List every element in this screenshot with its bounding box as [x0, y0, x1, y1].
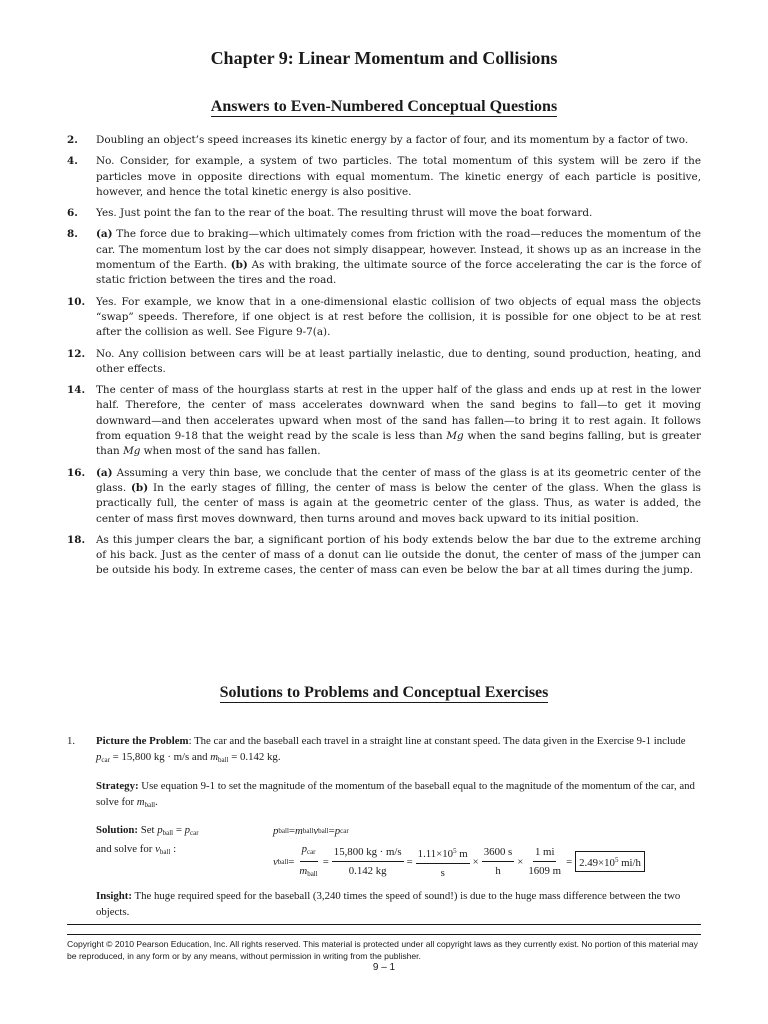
question-item: 4. No. Consider, for example, a system of two particles. The total momentum of this system will be zero if the particles move in opposite directions with equal momentum. The kinetic energy of each particle is positive, however, and hence the total kinetic energy is also positive.: [67, 155, 701, 198]
velocity-equation: v ball = $\frac{p_{car}}{m_{ball}}$ = $\frac{15,800 kg \cdot m/s}{0.142 kg}$ = $\frac{1.11\times 10^5 m}{s}$ × $\frac{3600 s}{h}$ × $\frac{1 mi}{1609 m}$ = $2.49\times 10^5$ mi/h: [273, 841, 645, 882]
fraction-p-over-m: $\frac{p_{car}}{m_{ball}}$: [299, 843, 318, 878]
fraction-mile-per-meter: $\frac{1 mi}{1609 m}$: [528, 846, 562, 877]
question-item: 12. No. Any collision between cars will be at least partially inelastic, due to denting, sound production, heating, and other effects.: [67, 347, 701, 375]
answers-heading: Answers to Even-Numbered Conceptual Questions: [210, 98, 558, 115]
chapter-title: Chapter 9: Linear Momentum and Collisions: [210, 48, 558, 68]
fraction-seconds-per-hour: $\frac{3600 s}{h}$: [483, 846, 513, 877]
insight: Insight: The huge required speed for the baseball (3,240 times the speed of sound!) is due to the huge mass difference between the two objects.: [96, 890, 681, 918]
question-item: 18. As this jumper clears the bar, a significant portion of his body extends below the bar due to the extreme arching of his back. Just as the center of mass of a donut can lie outside the donut, the center of mass of the jumper can be outside his body. In extreme cases, the center of mass can even be below the bar at all times during the jump.: [67, 533, 701, 577]
question-item: 2. Doubling an object’s speed increases its kinetic energy by a factor of four, and its momentum by a factor of two.: [67, 134, 689, 146]
footer-rule: [67, 934, 701, 935]
footer-rule-top: [67, 924, 701, 925]
question-item: 14. The center of mass of the hourglass starts at rest in the upper half of the glass and ends up at rest in the lower half. Therefore, the center of mass accelerates downward when the sand begins to fall—to get it moving downward—and then accelerates upward when most of the sand has fallen—to bring it to rest again. It follows from equation 9-18 that the weight read by the scale is less than Mg when the sand begins falling, but is greater than Mg when most of the sand has fallen.: [67, 384, 702, 458]
fraction-speed: $\frac{1.11\times 10^5 m}{s}$: [416, 843, 470, 881]
solutions-heading: Solutions to Problems and Conceptual Exercises: [219, 684, 549, 701]
question-item: 8. (a) The force due to braking—which ultimately comes from friction with the road—reduces the momentum of the car. The momentum lost by the car does not simply disappear, however. Instead, it shows up as an increase in the momentum of the Earth. (b) As with braking, the ultimate source of the force accelerating the car is the force of static friction between the tires and the road.: [67, 228, 701, 287]
picture-the-problem: Picture the Problem: The car and the baseball each travel in a straight line at constant speed. The data given in the Exercise 9-1 include $p_{car} = 15,800$ kg · m/s and $m_{ball} = 0.142$ kg.: [96, 735, 686, 764]
final-answer-box: $2.49\times 10^5$ mi/h: [575, 851, 645, 872]
momentum-equation: p ball = m ball v ball = p car: [273, 825, 349, 837]
solution-label-text: Solution: Set $p_{ball} = p_{car}$ and solve for $v_{ball}$ :: [96, 824, 199, 856]
question-item: 6. Yes. Just point the fan to the rear of the boat. The resulting thrust will move the boat forward.: [67, 207, 593, 220]
fraction-values: $\frac{15,800 kg \cdot m/s}{0.142 kg}$: [333, 846, 402, 877]
problem-number: 1.: [67, 735, 76, 747]
strategy: Strategy: Use equation 9-1 to set the magnitude of the momentum of the baseball equal to the magnitude of the momentum of the car, and solve for $m_{ball}$.: [96, 780, 695, 809]
question-item: 10. Yes. For example, we know that in a one-dimensional elastic collision of two objects of equal mass the objects “swap” speeds. Therefore, if one object is at rest before the collision, it is possible for one object to be at rest after the collision as well. See Figure 9-7(a).: [67, 295, 701, 339]
question-list: [67, 133, 701, 585]
page-number: 9 – 1: [372, 962, 396, 973]
question-item: 16. (a) Assuming a very thin base, we conclude that the center of mass of the glass is at its geometric center of the glass. (b) In the early stages of filling, the center of mass is below the center of the glass. When the glass is practically full, the center of mass is again at the geometric center of the glass. Thus, as water is added, the center of mass first moves downward, then turns around and moves back upward to its initial position.: [67, 466, 701, 525]
copyright-notice: Copyright © 2010 Pearson Education, Inc. All rights reserved. This material is protected under all copyright laws as they currently exist. No portion of this material may be reproduced, in any form or by any means, without permission in writing from the publisher.: [67, 939, 698, 961]
